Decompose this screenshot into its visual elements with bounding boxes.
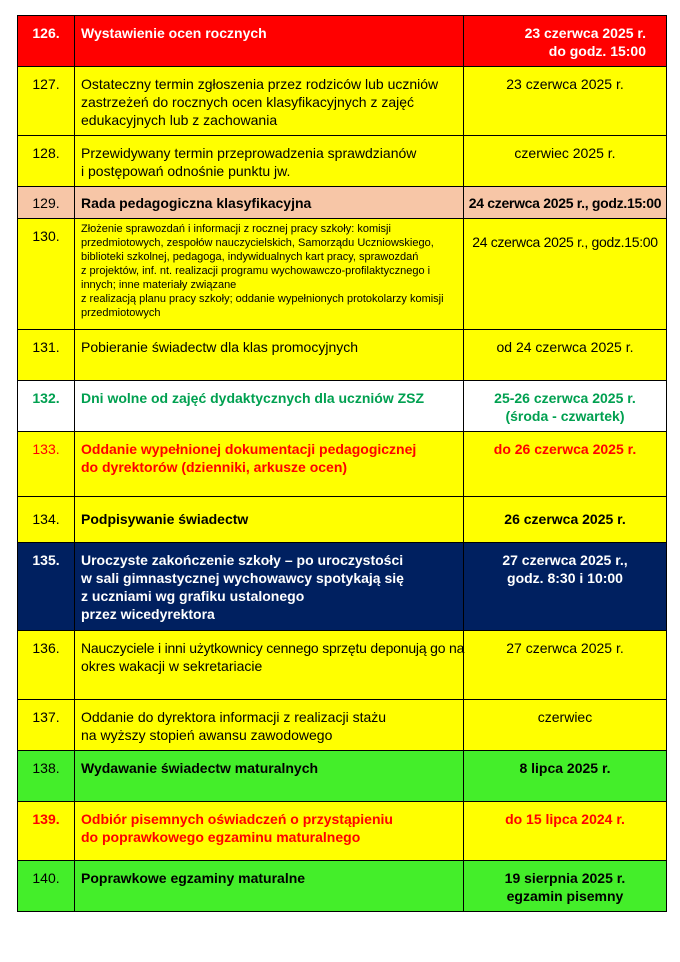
- row-number: 133.: [18, 432, 75, 497]
- row-number: 137.: [18, 700, 75, 751]
- table-row: [18, 67, 667, 136]
- table-row: [18, 187, 667, 219]
- row-description: Złożenie sprawozdań i informacji z rocznej pracy szkoły: komisji przedmiotowych, zespołów nauczycielskich, Samorządu Uczniowskiego, biblioteki szkolnej, pedagoga, indywidualnych kart pracy, sprawozdań z projektów, inf. nt. realizacji programu wychowawczo-profilaktycznego i innych; inne materiały związane z realizacją planu pracy szkoły; oddanie wypełnionych protokolarzy komisji przedmiotowych: [75, 219, 464, 330]
- table-row: [18, 861, 667, 912]
- table-row: [18, 497, 667, 543]
- row-number: 131.: [18, 330, 75, 381]
- table-row: [18, 381, 667, 432]
- row-date: 24 czerwca 2025 r., godz.15:00: [464, 187, 667, 219]
- row-number: 134.: [18, 497, 75, 543]
- row-description: Rada pedagogiczna klasyfikacyjna: [75, 187, 464, 219]
- table-row: [18, 631, 667, 700]
- row-number: 135.: [18, 543, 75, 631]
- table-row: [18, 432, 667, 497]
- table-row: [18, 136, 667, 187]
- table-row: [18, 751, 667, 802]
- row-date: 27 czerwca 2025 r., godz. 8:30 i 10:00: [464, 543, 667, 631]
- schedule-table: [17, 15, 667, 912]
- row-description: Poprawkowe egzaminy maturalne: [75, 861, 464, 912]
- table-row: [18, 543, 667, 631]
- row-number: 140.: [18, 861, 75, 912]
- row-description: Ostateczny termin zgłoszenia przez rodziców lub uczniów zastrzeżeń do rocznych ocen klasyfikacyjnych z zajęć edukacyjnych lub z zachowania: [75, 67, 464, 136]
- row-date: do 15 lipca 2024 r.: [464, 802, 667, 861]
- row-date: 19 sierpnia 2025 r. egzamin pisemny: [464, 861, 667, 912]
- row-description: Odbiór pisemnych oświadczeń o przystąpieniu do poprawkowego egzaminu maturalnego: [75, 802, 464, 861]
- row-date: 25-26 czerwca 2025 r. (środa - czwartek): [464, 381, 667, 432]
- row-date: od 24 czerwca 2025 r.: [464, 330, 667, 381]
- row-description: Przewidywany termin przeprowadzenia sprawdzianów i postępowań odnośnie punktu jw.: [75, 136, 464, 187]
- row-description: Wydawanie świadectw maturalnych: [75, 751, 464, 802]
- table-row: [18, 700, 667, 751]
- row-number: 126.: [18, 16, 75, 67]
- row-description: Dni wolne od zajęć dydaktycznych dla uczniów ZSZ: [75, 381, 464, 432]
- row-description: Wystawienie ocen rocznych: [75, 16, 464, 67]
- row-date: czerwiec 2025 r.: [464, 136, 667, 187]
- row-description: Nauczyciele i inni użytkownicy cennego sprzętu deponują go na okres wakacji w sekretariacie: [75, 631, 464, 700]
- table-row: [18, 16, 667, 67]
- row-description: Oddanie wypełnionej dokumentacji pedagogicznej do dyrektorów (dzienniki, arkusze ocen): [75, 432, 464, 497]
- row-description: Uroczyste zakończenie szkoły – po uroczystości w sali gimnastycznej wychowawcy spotykają się z uczniami wg grafiku ustalonego przez wicedyrektora: [75, 543, 464, 631]
- table-row: [18, 802, 667, 861]
- row-description: Podpisywanie świadectw: [75, 497, 464, 543]
- row-description: Oddanie do dyrektora informacji z realizacji stażu na wyższy stopień awansu zawodowego: [75, 700, 464, 751]
- row-number: 127.: [18, 67, 75, 136]
- row-number: 138.: [18, 751, 75, 802]
- row-number: 136.: [18, 631, 75, 700]
- table-row: [18, 219, 667, 330]
- row-number: 139.: [18, 802, 75, 861]
- row-number: 129.: [18, 187, 75, 219]
- table-row: [18, 330, 667, 381]
- row-date: 27 czerwca 2025 r.: [464, 631, 667, 700]
- row-date: czerwiec: [464, 700, 667, 751]
- row-number: 128.: [18, 136, 75, 187]
- row-number: 132.: [18, 381, 75, 432]
- row-description: Pobieranie świadectw dla klas promocyjnych: [75, 330, 464, 381]
- row-date: 24 czerwca 2025 r., godz.15:00: [464, 219, 667, 330]
- row-number: 130.: [18, 219, 75, 330]
- row-date: 23 czerwca 2025 r. do godz. 15:00: [464, 16, 667, 67]
- row-date: 26 czerwca 2025 r.: [464, 497, 667, 543]
- row-date: do 26 czerwca 2025 r.: [464, 432, 667, 497]
- row-date: 23 czerwca 2025 r.: [464, 67, 667, 136]
- row-date: 8 lipca 2025 r.: [464, 751, 667, 802]
